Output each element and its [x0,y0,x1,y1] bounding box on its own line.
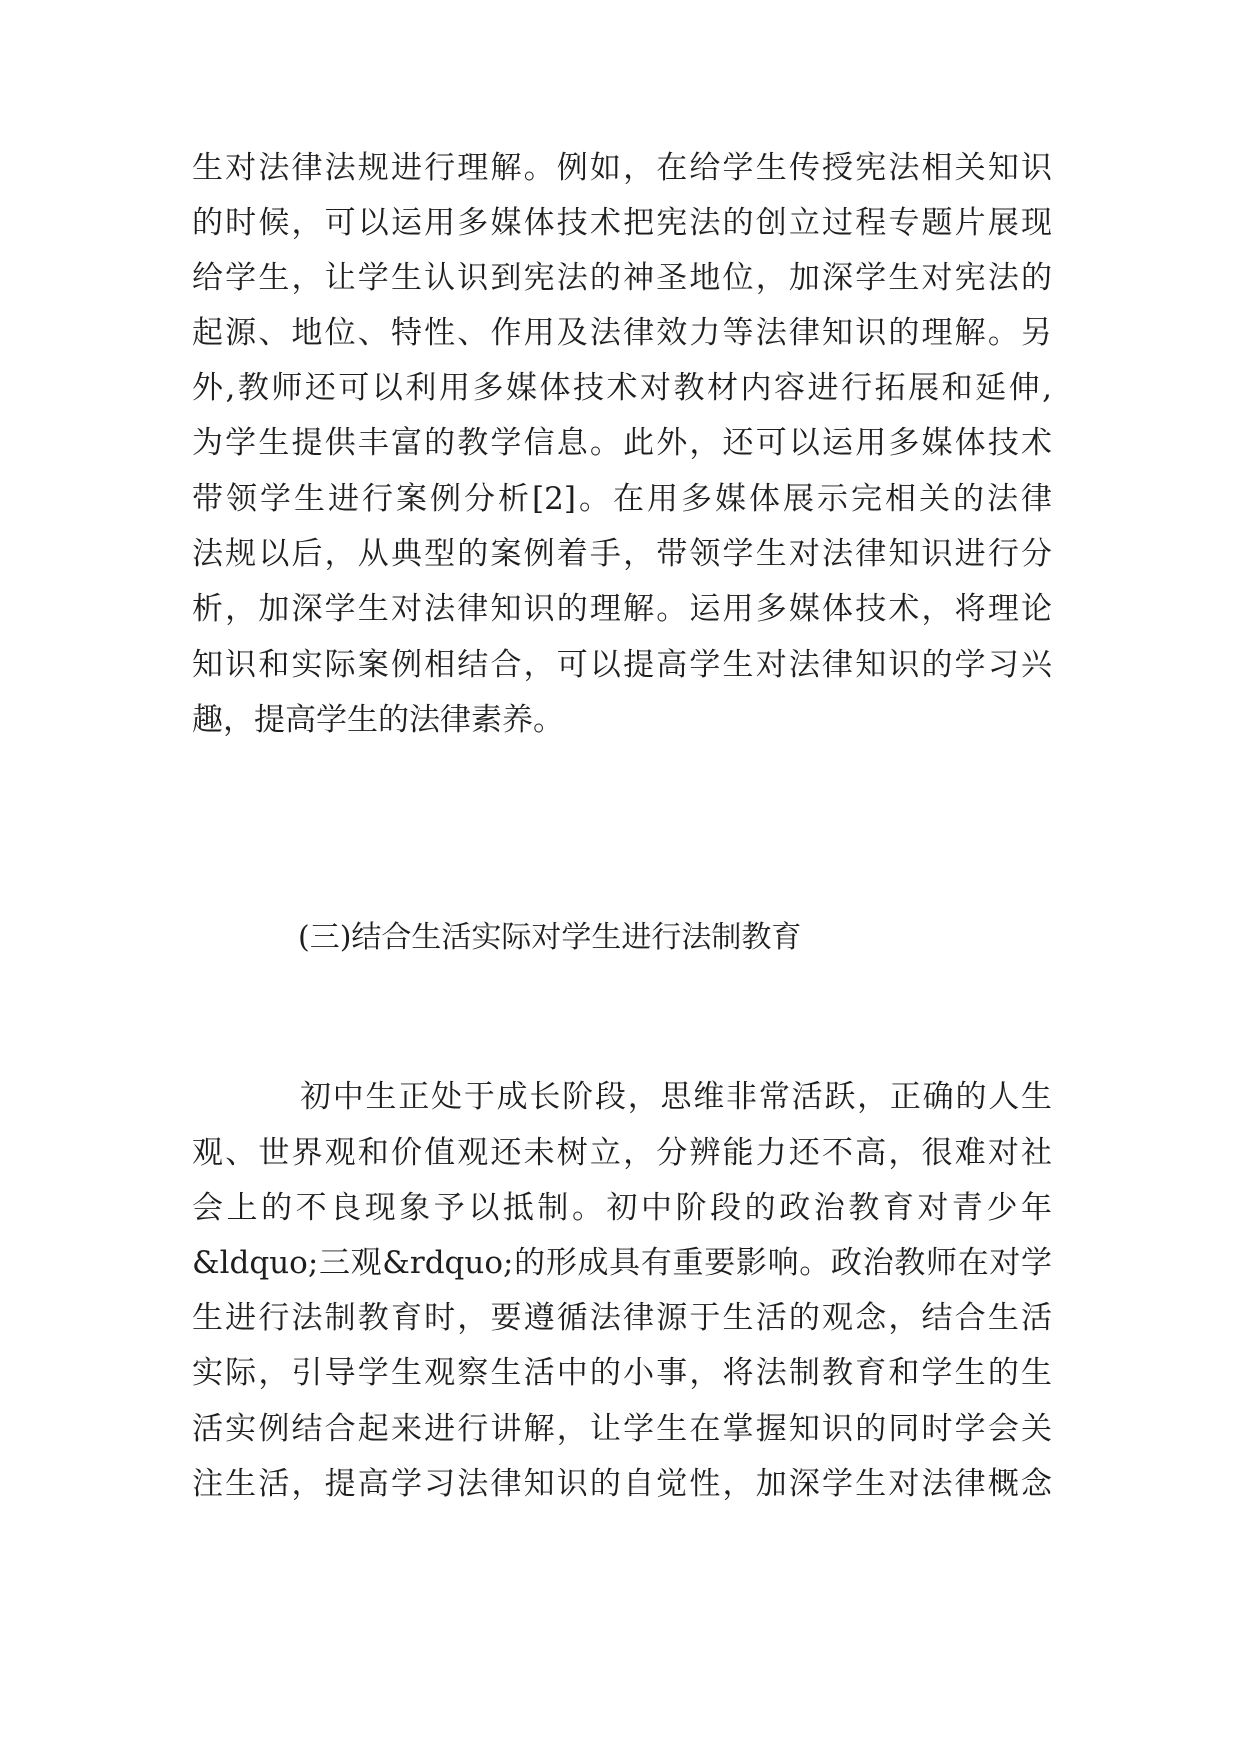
paragraph-line: 外,教师还可以利用多媒体技术对教材内容进行拓展和延伸, [192,370,1052,406]
paragraph-line: 法规以后，从典型的案例着手，带领学生对法律知识进行分 [192,536,1052,572]
paragraph-line: 起源、地位、特性、作用及法律效力等法律知识的理解。另 [192,315,1052,351]
paragraph-line: 趣，提高学生的法律素养。 [192,702,564,738]
paragraph-line: &ldquo;三观&rdquo;的形成具有重要影响。政治教师在对学 [192,1245,1052,1281]
paragraph-line: 生进行法制教育时，要遵循法律源于生活的观念，结合生活 [192,1300,1052,1336]
paragraph-line: 为学生提供丰富的教学信息。此外，还可以运用多媒体技术 [192,425,1052,461]
paragraph-line: 的时候，可以运用多媒体技术把宪法的创立过程专题片展现 [192,205,1052,241]
paragraph-line: 生对法律法规进行理解。例如，在给学生传授宪法相关知识 [192,150,1052,186]
paragraph-line: 知识和实际案例相结合，可以提高学生对法律知识的学习兴 [192,647,1052,683]
paragraph-line: 给学生，让学生认识到宪法的神圣地位，加深学生对宪法的 [192,260,1052,296]
paragraph-line: 活实例结合起来进行讲解，让学生在掌握知识的同时学会关 [192,1411,1052,1447]
paragraph-line: 注生活，提高学习法律知识的自觉性，加深学生对法律概念 [192,1466,1052,1502]
paragraph-line: 观、世界观和价值观还未树立，分辨能力还不高，很难对社 [192,1135,1052,1171]
section-heading: (三)结合生活实际对学生进行法制教育 [298,920,802,955]
paragraph-line: 初中生正处于成长阶段，思维非常活跃，正确的人生 [300,1079,1052,1115]
paragraph-line: 析，加深学生对法律知识的理解。运用多媒体技术，将理论 [192,591,1052,627]
paragraph-line: 实际，引导学生观察生活中的小事，将法制教育和学生的生 [192,1355,1052,1391]
paragraph-line: 会上的不良现象予以抵制。初中阶段的政治教育对青少年 [192,1190,1052,1226]
paragraph-line: 带领学生进行案例分析[2]。在用多媒体展示完相关的法律 [192,481,1052,517]
